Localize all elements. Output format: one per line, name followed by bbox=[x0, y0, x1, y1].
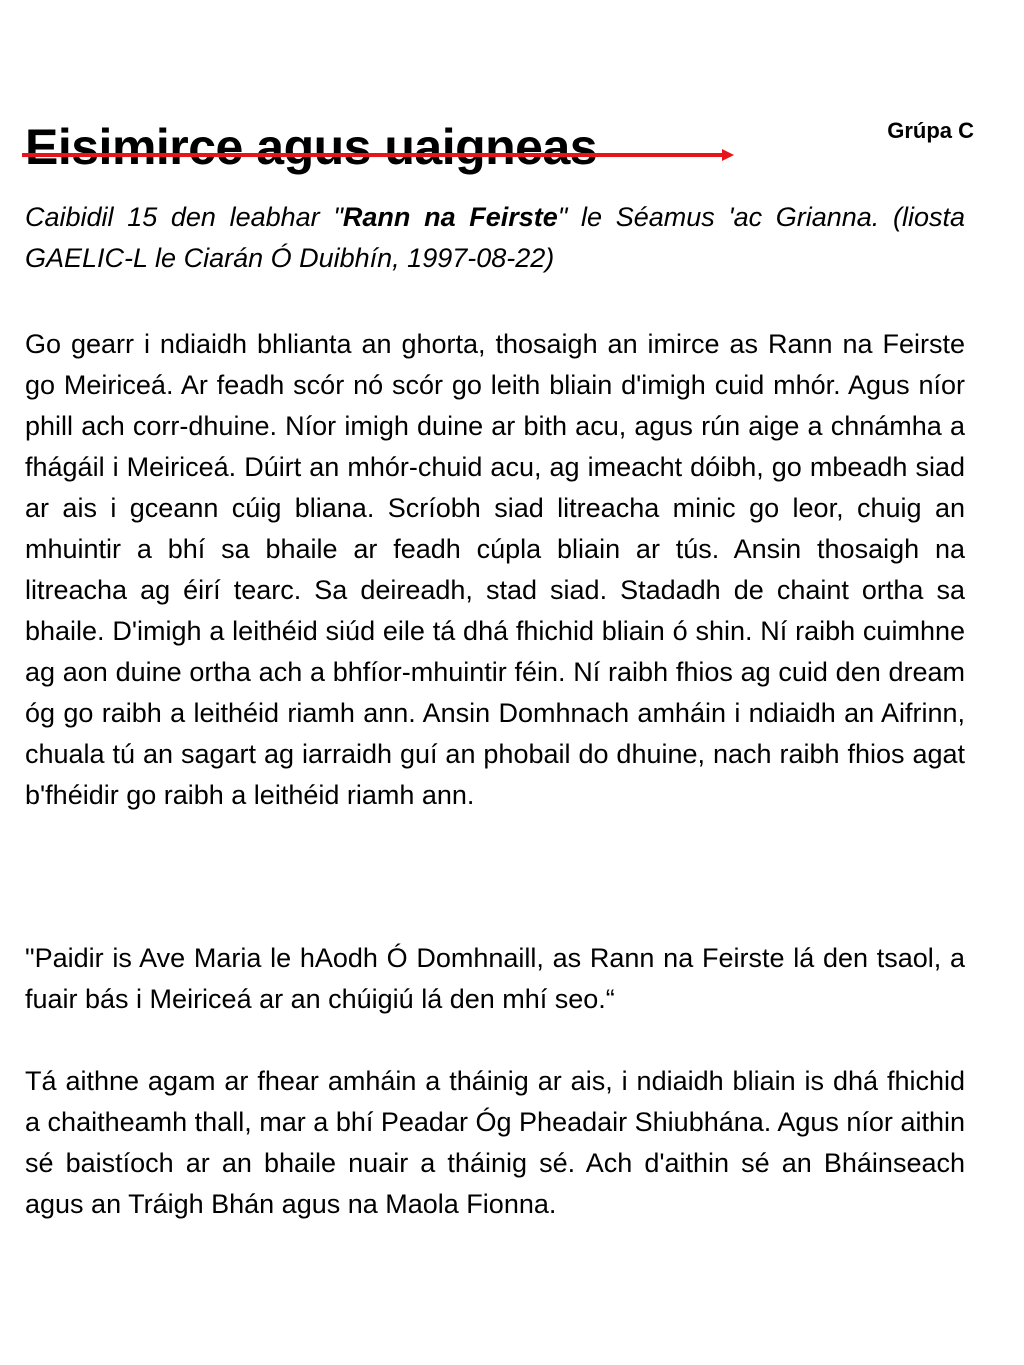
group-label: Grúpa C bbox=[887, 118, 974, 143]
title-underline-arrow bbox=[22, 147, 734, 163]
page-title: Eisimirce agus uaigneas bbox=[25, 118, 598, 175]
citation-suffix: " le Séamus 'ac Grianna. (liosta GAELIC-L le Ciarán Ó Duibhín, 1997-08-22) bbox=[25, 202, 965, 273]
citation bbox=[25, 197, 965, 279]
citation-book-title: Rann na Feirste bbox=[342, 202, 558, 232]
citation-prefix: Caibidil 15 den leabhar " bbox=[25, 202, 343, 232]
paragraph-2-quote: "Paidir is Ave Maria le hAodh Ó Domhnaill, as Rann na Feirste lá den tsaol, a fuair bás i Meiriceá ar an chúigiú lá den mhí seo.“ bbox=[25, 943, 965, 1014]
arrowhead-shape bbox=[722, 149, 734, 161]
paragraph-1: Go gearr i ndiaidh bhlianta an ghorta, thosaigh an imirce as Rann na Feirste go Meiriceá. Ar feadh scór nó scór go leith bliain d'imigh cuid mhór. Agus níor phill ach corr-dhuine. Níor imigh duine ar bith acu, agus rún aige a chnámha a fhágáil i Meiriceá. Dúirt an mhór-chuid acu, ag imeacht dóibh, go mbeadh siad ar ais i gceann cúig bliana. Scríobh siad litreacha minic go leor, chuig an mhuintir a bhí sa bhaile ar feadh cúpla bliain ar tús. Ansin thosaigh na litreacha ag éirí tearc. Sa deireadh, stad siad. Stadadh de chaint ortha sa bhaile. D'imigh a leithéid siúd eile tá dhá fhichid bliain ó shin. Ní raibh cuimhne ag aon duine ortha ach a bhfíor-mhuintir féin. Ní raibh fhios ag cuid den dream óg go raibh a leithéid riamh ann. Ansin Domhnach amháin i ndiaidh an Aifrinn, chuala tú an sagart ag iarraidh guí an phobail do dhuine, nach raibh fhios agat b'fhéidir go raibh a leithéid riamh ann. bbox=[25, 329, 965, 810]
paragraph-3: Tá aithne agam ar fhear amháin a tháinig ar ais, i ndiaidh bliain is dhá fhichid a chaitheamh thall, mar a bhí Peadar Óg Pheadair Shiubhána. Agus níor aithin sé baistíoch ar an bhaile nuair a tháinig sé. Ach d'aithin sé an Bháinseach agus an Tráigh Bhán agus na Maola Fionna. bbox=[25, 1066, 965, 1219]
